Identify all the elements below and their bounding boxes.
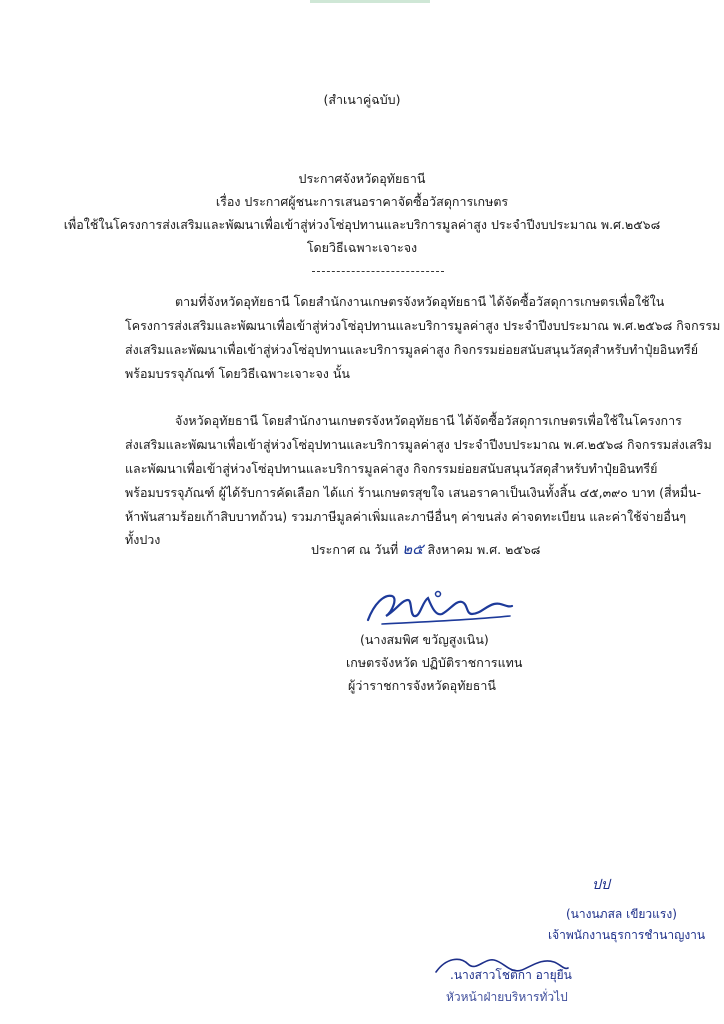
date-prefix: ประกาศ ณ วันที่ <box>311 542 399 557</box>
paragraph1-line: โครงการส่งเสริมและพัฒนาเพื่อเข้าสู่ห่วงโซ่อุปทานและบริการมูลค่าสูง ประจำปีงบประมาณ พ.ศ.๒๕๖๘ กิจกรรม <box>125 318 721 333</box>
date-line <box>311 541 540 558</box>
paragraph2-line: ห้าพันสามร้อยเก้าสิบบาทถ้วน) รวมภาษีมูลค่าเพิ่มและภาษีอื่นๆ ค่าขนส่ง ค่าจดทะเบียน และค่าใช้จ่ายอื่นๆ <box>125 509 687 524</box>
scan-edge-mark <box>310 0 430 3</box>
copy-note: (สำเนาคู่ฉบับ) <box>323 92 401 107</box>
paragraph1-line: ส่งเสริมและพัฒนาเพื่อเข้าสู่ห่วงโซ่อุปทานและบริการมูลค่าสูง กิจกรรมย่อยสนับสนุนวัสดุสำหรับทำปุ๋ยอินทรีย์ <box>125 342 699 357</box>
signatory-name: (นางสมพิศ ขวัญสูงเนิน) <box>360 632 489 647</box>
signatory-position-2: ผู้ว่าราชการจังหวัดอุทัยธานี <box>348 678 496 693</box>
stamp-name-1: (นางนภสล เขียวแรง) <box>566 907 677 921</box>
signatory-position-1: เกษตรจังหวัด ปฏิบัติราชการแทน <box>346 655 523 670</box>
paragraph1-line: ตามที่จังหวัดอุทัยธานี โดยสำนักงานเกษตรจังหวัดอุทัยธานี ได้จัดซื้อวัสดุการเกษตรเพื่อใช้ใน <box>175 294 665 309</box>
initial-mark: ปป <box>592 877 610 893</box>
date-day-handwritten: ๒๕ <box>402 540 424 558</box>
paragraph2-line: ส่งเสริมและพัฒนาเพื่อเข้าสู่ห่วงโซ่อุปทานและบริการมูลค่าสูง ประจำปีงบประมาณ พ.ศ.๒๕๖๘ กิจกรรมส่งเสริม <box>125 437 712 452</box>
stamp-title-2: หัวหน้าฝ่ายบริหารทั่วไป <box>446 990 568 1004</box>
stamp-title-1: เจ้าพนักงานธุรการชำนาญงาน <box>548 928 706 942</box>
date-suffix: สิงหาคม พ.ศ. ๒๕๖๘ <box>427 542 541 557</box>
paragraph2-line: ทั้งปวง <box>125 532 161 547</box>
paragraph2-line: จังหวัดอุทัยธานี โดยสำนักงานเกษตรจังหวัดอุทัยธานี ได้จัดซื้อวัสดุการเกษตรเพื่อใช้ในโครงการ <box>175 413 682 428</box>
paragraph2-line: และพัฒนาเพื่อเข้าสู่ห่วงโซ่อุปทานและบริการมูลค่าสูง กิจกรรมย่อยสนับสนุนวัสดุสำหรับทำปุ๋ยอินทรีย์ <box>125 461 658 476</box>
title-line-1: ประกาศจังหวัดอุทัยธานี <box>298 171 426 186</box>
title-line-2: เรื่อง ประกาศผู้ชนะการเสนอราคาจัดซื้อวัสดุการเกษตร <box>215 194 509 209</box>
title-line-3: เพื่อใช้ในโครงการส่งเสริมและพัฒนาเพื่อเข้าสู่ห่วงโซ่อุปทานและบริการมูลค่าสูง ประจำปีงบประมาณ พ.ศ.๒๕๖๘ <box>63 217 661 232</box>
paragraph2-line: พร้อมบรรจุภัณฑ์ ผู้ได้รับการคัดเลือก ได้แก่ ร้านเกษตรสุขใจ เสนอราคาเป็นเงินทั้งสิ้น ๔๕,๓๙๐ บาท (สี่หมื่น- <box>125 485 702 500</box>
title-line-4: โดยวิธีเฉพาะเจาะจง <box>306 240 418 255</box>
title-divider <box>312 271 444 272</box>
signature <box>362 586 522 632</box>
stamp-name-2: .นางสาวโชติกา อายุยืน <box>450 968 572 982</box>
paragraph1-line: พร้อมบรรจุภัณฑ์ โดยวิธีเฉพาะเจาะจง นั้น <box>125 366 350 381</box>
